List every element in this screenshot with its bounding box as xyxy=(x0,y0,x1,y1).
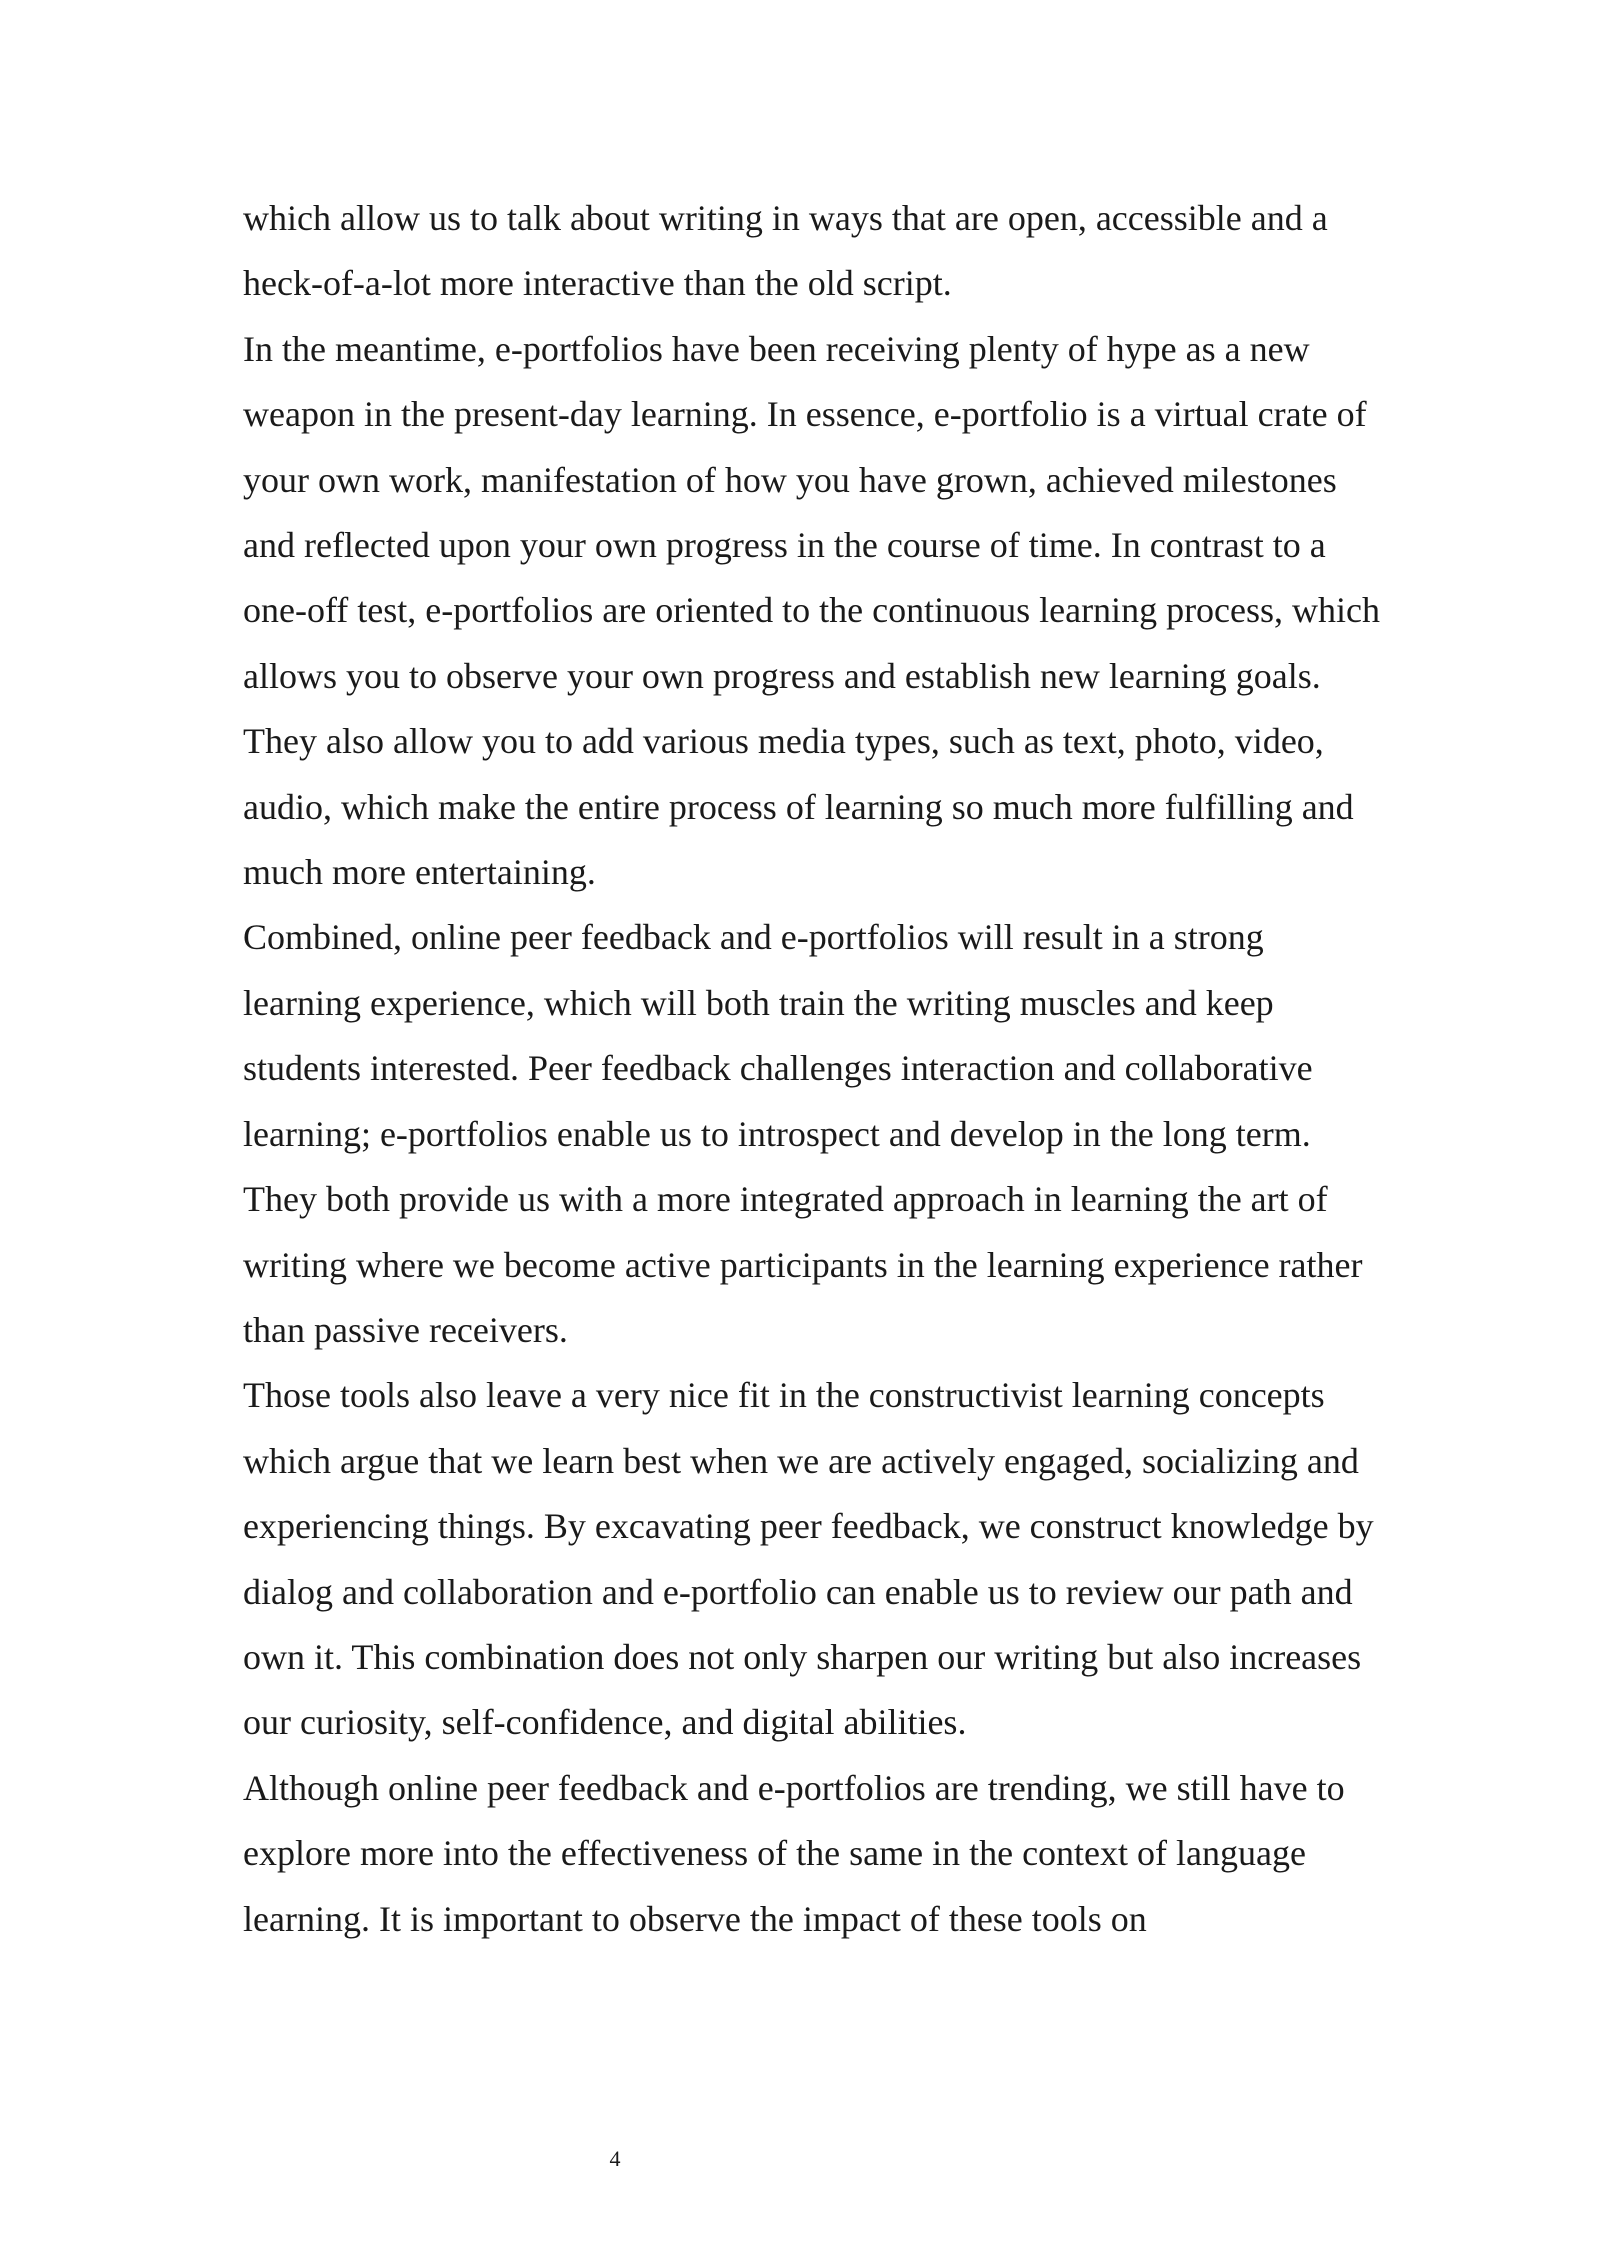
paragraph-e-portfolios: In the meantime, e-portfolios have been receiving plenty of hype as a new weapon in the present-day learning. In essence, e-portfolio is a virtual crate of your own work, manifestation of how you have grown, achieved milestones and reflected upon your own progress in the course of time. In contrast to a one-off test, e-portfolios are oriented to the continuous learning process, which allows you to observe your own progress and establish new learning goals. They also allow you to add various media types, such as text, photo, video, audio, which make the entire process of learning so much more fulfilling and much more entertaining. xyxy=(243,328,1381,893)
paragraph-continuation: which allow us to talk about writing in ways that are open, accessible and a heck-of-a-lot more interactive than the old script. xyxy=(243,198,1328,304)
paragraph-although: Although online peer feedback and e-portfolios are trending, we still have to explore more into the effectiveness of the same in the context of language learning. It is important to observe the impact of these tools on xyxy=(243,1767,1345,1939)
paragraph-constructivist: Those tools also leave a very nice fit in the constructivist learning concepts which argue that we learn best when we are actively engaged, socializing and experiencing things. By excavating peer feedback, we construct knowledge by dialog and collaboration and e-portfolio can enable us to review our path and own it. This combination does not only sharpen our writing but also increases our curiosity, self-confidence, and digital abilities. xyxy=(243,1375,1374,1743)
page-number: 4 xyxy=(609,2146,621,2171)
body-text xyxy=(243,186,1383,1952)
paragraph-combined: Combined, online peer feedback and e-portfolios will result in a strong learning experience, which will both train the writing muscles and keep students interested. Peer feedback challenges interaction and collaborative learning; e-portfolios enable us to introspect and develop in the long term. They both provide us with a more integrated approach in learning the art of writing where we become active participants in the learning experience rather than passive receivers. xyxy=(243,917,1363,1350)
